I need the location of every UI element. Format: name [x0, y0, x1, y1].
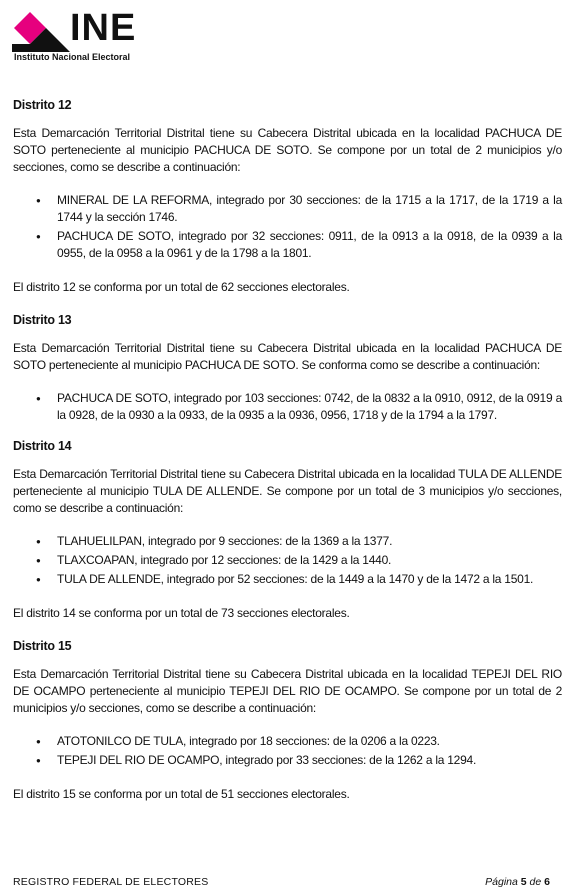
- district-section: [13, 312, 562, 424]
- page-current: 5: [520, 876, 527, 888]
- list-item: ● MINERAL DE LA REFORMA, integrado por 30 secciones: de la 1715 a la 1717, de la 1719 a la 1744 y la sección 1746.: [57, 192, 562, 226]
- section-intro: Esta Demarcación Territorial Distrital tiene su Cabecera Distrital ubicada en la localidad TULA DE ALLENDE perteneciente al municipio TULA DE ALLENDE. Se compone por un total de 3 municipios y/o secciones, como se describe a continuación:: [13, 467, 562, 515]
- section-intro: Esta Demarcación Territorial Distrital tiene su Cabecera Distrital ubicada en la localidad PACHUCA DE SOTO perteneciente al municipio PACHUCA DE SOTO. Se compone por un total de 2 municipios y/o secciones, como se describe a continuación:: [13, 126, 562, 174]
- list-item: ● ATOTONILCO DE TULA, integrado por 18 secciones: de la 0206 a la 0223.: [57, 733, 562, 750]
- document-body: [13, 97, 562, 819]
- list-item: ● PACHUCA DE SOTO, integrado por 32 secciones: 0911, de la 0913 a la 0918, de la 0939 a la 0955, de la 0958 a la 0961 y de la 1798 a la 1801.: [57, 228, 562, 262]
- page-total: 6: [544, 876, 550, 888]
- list-item: ● TLAHUELILPAN, integrado por 9 secciones: de la 1369 a la 1377.: [57, 533, 562, 550]
- logo-text: INE: [70, 7, 137, 49]
- ine-logo: [12, 7, 172, 62]
- page-word: Página: [485, 876, 518, 888]
- list-item: ● PACHUCA DE SOTO, integrado por 103 secciones: 0742, de la 0832 a la 0910, 0912, de la 0919 a la 0928, de la 0930 a la 0933, de la 0935 a la 0936, 0956, 1718 y de la 1794 a la 1797.: [57, 390, 562, 424]
- page-of: de: [529, 876, 542, 888]
- section-title: Distrito 12: [13, 98, 72, 112]
- logo-subtitle: Instituto Nacional Electoral: [14, 52, 131, 62]
- section-title: Distrito 15: [13, 639, 72, 653]
- district-section: [13, 438, 562, 622]
- municipality-list: [13, 533, 562, 588]
- district-section: [13, 638, 562, 803]
- municipality-list: [13, 390, 562, 424]
- section-intro: Esta Demarcación Territorial Distrital tiene su Cabecera Distrital ubicada en la localidad PACHUCA DE SOTO perteneciente al municipio PACHUCA DE SOTO. Se conforma como se describe a continuación:: [13, 341, 562, 372]
- section-summary: El distrito 14 se conforma por un total de 73 secciones electorales.: [13, 606, 350, 620]
- municipality-list: [13, 733, 562, 769]
- list-item: ● TLAXCOAPAN, integrado por 12 secciones: de la 1429 a la 1440.: [57, 552, 562, 569]
- district-section: [13, 97, 562, 296]
- section-intro: Esta Demarcación Territorial Distrital tiene su Cabecera Distrital ubicada en la localidad TEPEJI DEL RIO DE OCAMPO perteneciente al municipio TEPEJI DEL RIO DE OCAMPO. Se compone por un total de 2 municipios y/o secciones, como se describe a continuación:: [13, 667, 562, 715]
- section-title: Distrito 14: [13, 439, 72, 453]
- footer-organization: REGISTRO FEDERAL DE ELECTORES: [13, 876, 209, 888]
- section-summary: El distrito 12 se conforma por un total de 62 secciones electorales.: [13, 280, 350, 294]
- list-item: ● TULA DE ALLENDE, integrado por 52 secciones: de la 1449 a la 1470 y de la 1472 a la 1501.: [57, 571, 562, 588]
- municipality-list: [13, 192, 562, 262]
- section-title: Distrito 13: [13, 313, 72, 327]
- page-number: [485, 876, 550, 888]
- section-summary: El distrito 15 se conforma por un total de 51 secciones electorales.: [13, 787, 350, 801]
- ine-logo-mark-icon: [12, 10, 72, 54]
- list-item: ● TEPEJI DEL RIO DE OCAMPO, integrado por 33 secciones: de la 1262 a la 1294.: [57, 752, 562, 769]
